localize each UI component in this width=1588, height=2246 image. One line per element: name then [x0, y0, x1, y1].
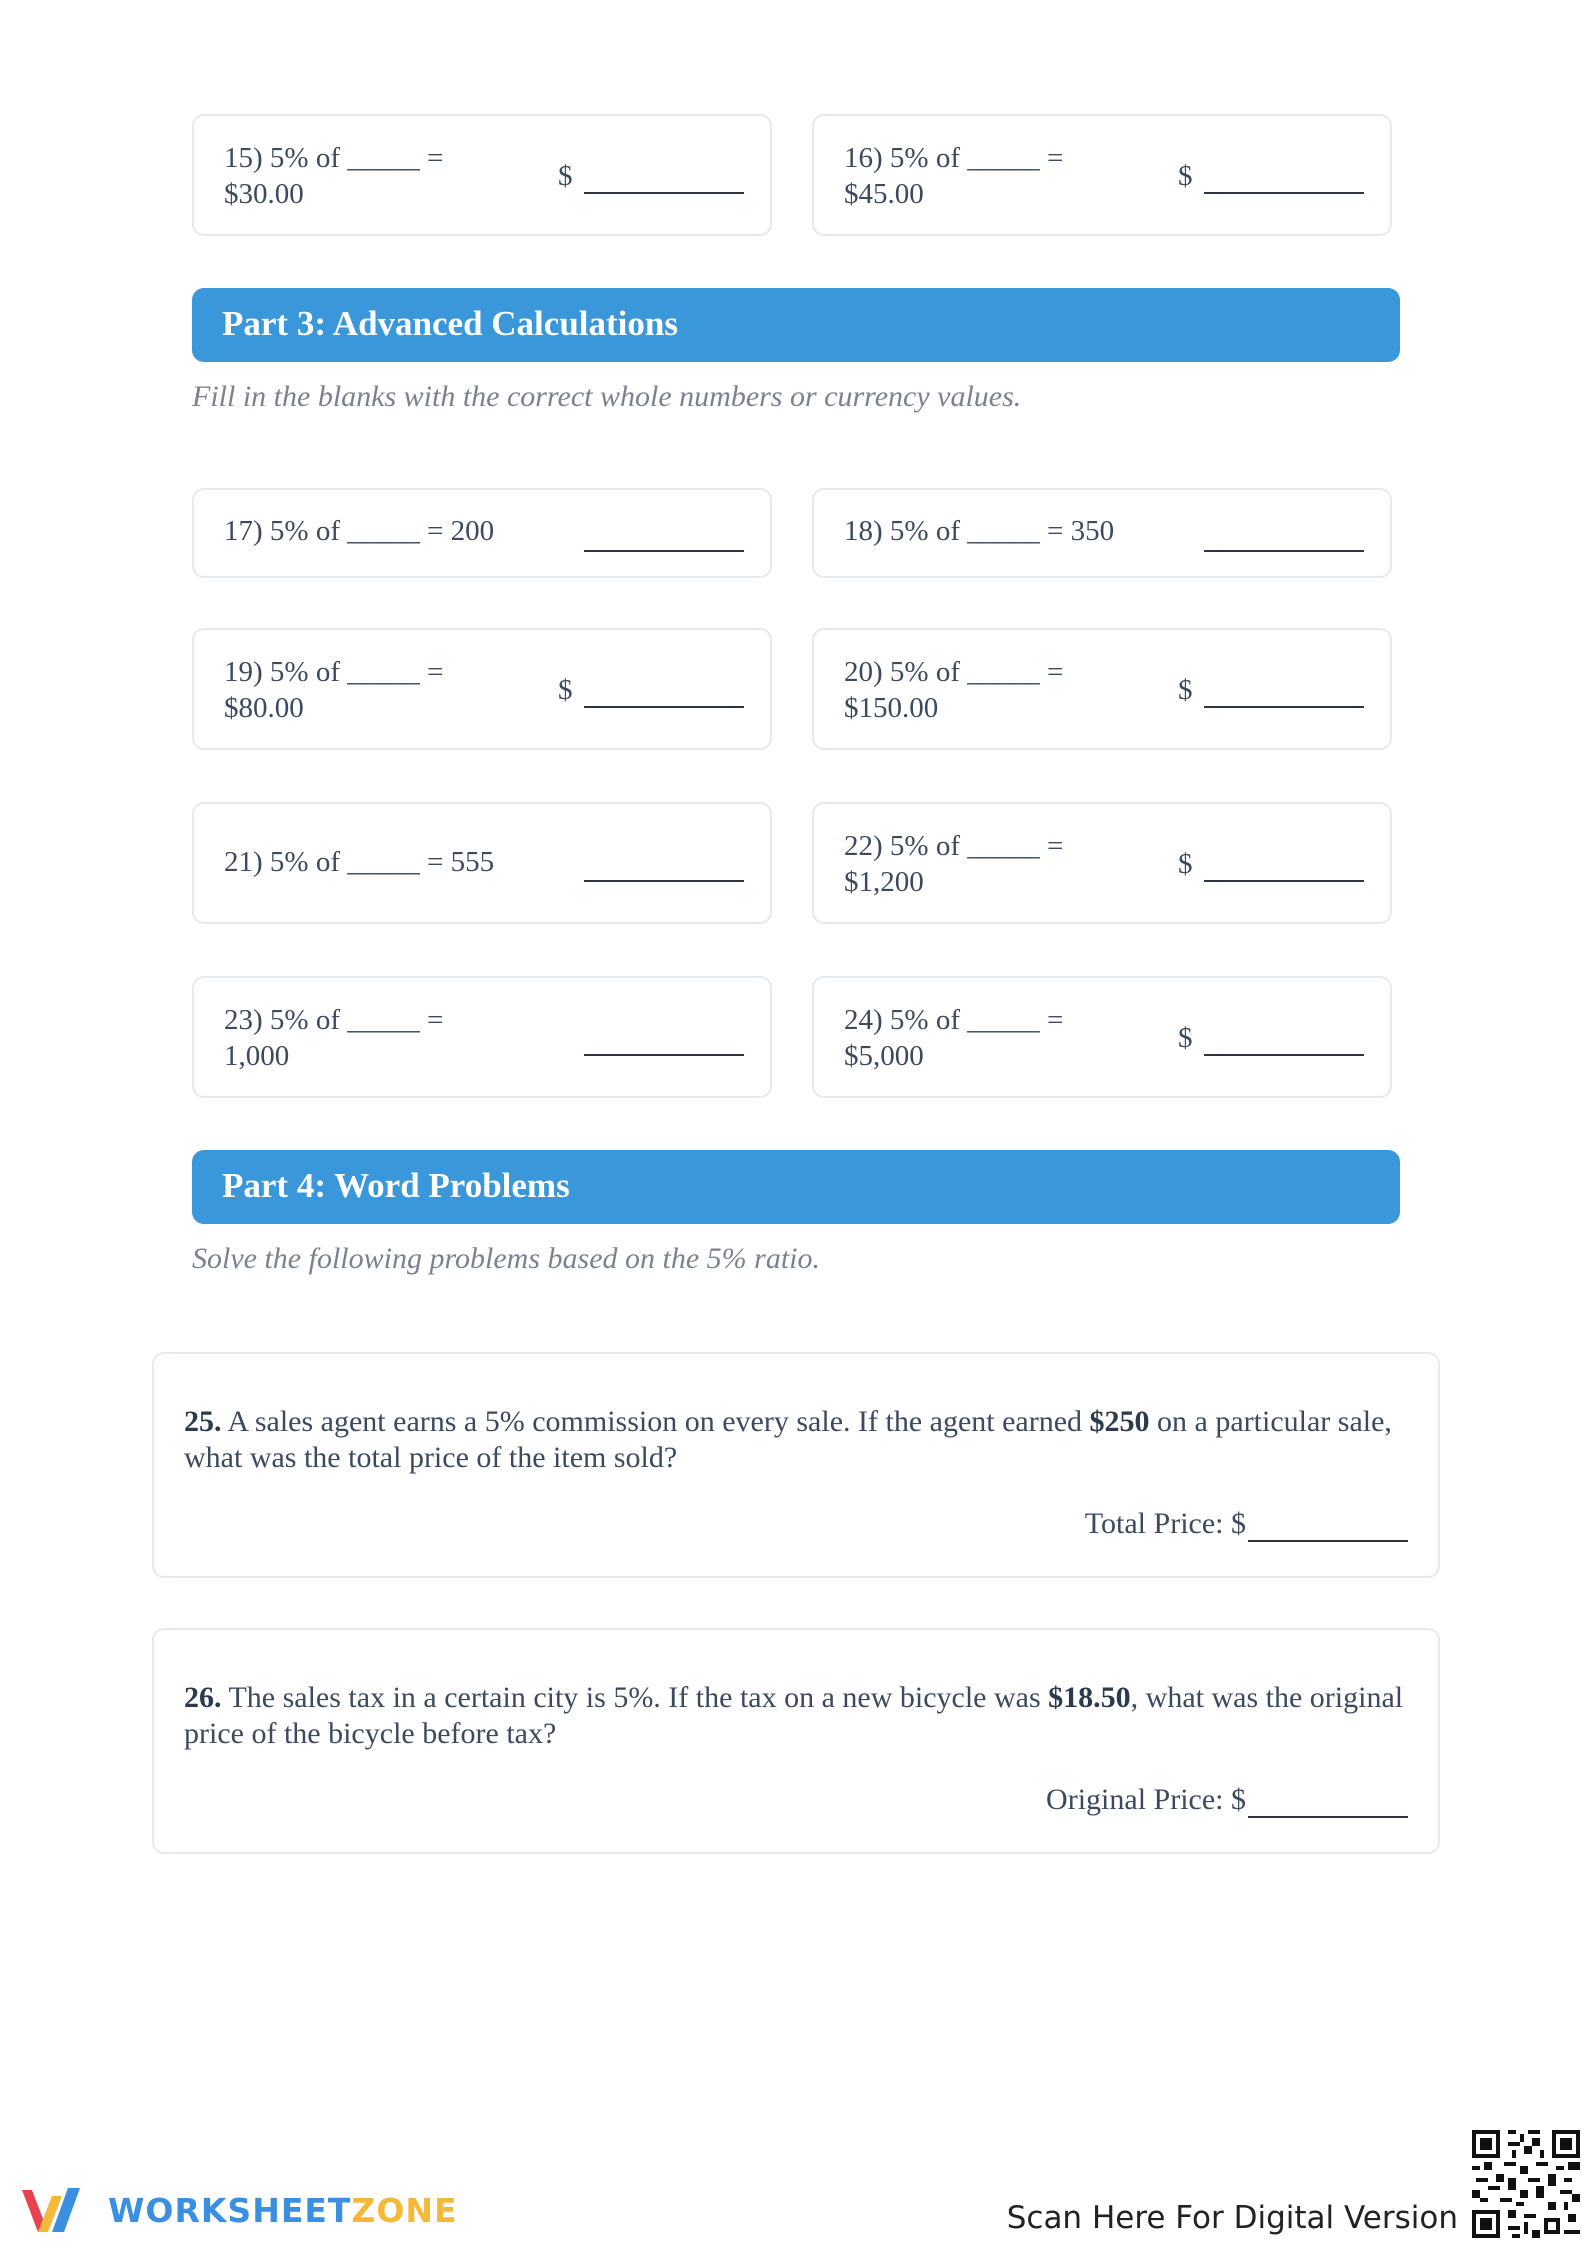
question-24-line1: 24) 5% of _____ =	[844, 1004, 1064, 1036]
word-problem-card-25	[152, 1352, 1440, 1578]
answer-blank-25[interactable]	[1248, 1512, 1408, 1542]
question-card-15	[192, 114, 772, 236]
answer-blank-19[interactable]	[584, 706, 744, 708]
problem-number: 25.	[184, 1405, 222, 1438]
answer-blank-15[interactable]	[584, 192, 744, 194]
question-16-line2: $45.00	[844, 178, 924, 210]
answer-blank-23[interactable]	[584, 1054, 744, 1056]
answer-blank-26[interactable]	[1248, 1788, 1408, 1818]
question-22-line1: 22) 5% of _____ =	[844, 830, 1064, 862]
word-problem-26-text	[184, 1680, 1404, 1752]
logo-text	[108, 2191, 458, 2230]
answer-blank-16[interactable]	[1204, 192, 1364, 194]
question-card-17	[192, 488, 772, 578]
answer-blank-24[interactable]	[1204, 1054, 1364, 1056]
problem-text-a: A sales agent earns a 5% commission on every sale. If the agent earned	[221, 1405, 1090, 1438]
answer-blank-21[interactable]	[584, 880, 744, 882]
answer-blank-22[interactable]	[1204, 880, 1364, 882]
logo-text-zone: ZONE	[351, 2190, 458, 2230]
question-card-21	[192, 802, 772, 924]
question-20-line2: $150.00	[844, 692, 939, 724]
problem-text-b: on a particular sale, what was the total price of the item sold?	[184, 1405, 1392, 1474]
answer-blank-20[interactable]	[1204, 706, 1364, 708]
question-21-line1: 21) 5% of _____ = 555	[224, 846, 495, 878]
word-problem-25-answer	[1085, 1506, 1408, 1542]
problem-bold-value: $18.50	[1048, 1681, 1131, 1714]
question-card-16	[812, 114, 1392, 236]
question-22-line2: $1,200	[844, 866, 924, 898]
answer-blank-17[interactable]	[584, 550, 744, 552]
question-18-line1: 18) 5% of _____ = 350	[844, 515, 1115, 547]
dollar-sign: $	[1178, 1022, 1193, 1054]
dollar-sign: $	[558, 160, 573, 192]
worksheetzone-logo-icon	[18, 2182, 94, 2238]
answer-label: Total Price: $	[1084, 1507, 1246, 1540]
answer-label: Original Price: $	[1046, 1783, 1246, 1816]
problem-text-a: The sales tax in a certain city is 5%. If the tax on a new bicycle was	[221, 1681, 1049, 1714]
part-4-title: Part 4: Word Problems	[222, 1166, 570, 1205]
logo-text-worksheet: WORKSHEET	[108, 2190, 352, 2230]
dollar-sign: $	[1178, 848, 1193, 880]
dollar-sign: $	[1178, 160, 1193, 192]
problem-bold-value: $250	[1089, 1405, 1150, 1438]
part-3-title: Part 3: Advanced Calculations	[222, 304, 678, 343]
question-17-line1: 17) 5% of _____ = 200	[224, 515, 495, 547]
question-15-line1: 15) 5% of _____ =	[224, 142, 444, 174]
part-3-header	[192, 288, 1400, 362]
question-23-line2: 1,000	[224, 1040, 290, 1072]
scan-here-text: Scan Here For Digital Version	[1006, 2200, 1458, 2236]
question-23-line1: 23) 5% of _____ =	[224, 1004, 444, 1036]
problem-text-b: , what was the original price of the bicycle before tax?	[184, 1681, 1404, 1750]
qr-code-icon[interactable]	[1472, 2130, 1580, 2238]
dollar-sign: $	[558, 674, 573, 706]
question-card-22	[812, 802, 1392, 924]
question-card-20	[812, 628, 1392, 750]
question-card-18	[812, 488, 1392, 578]
part-4-instructions: Solve the following problems based on the 5% ratio.	[192, 1242, 820, 1275]
question-card-24	[812, 976, 1392, 1098]
answer-blank-18[interactable]	[1204, 550, 1364, 552]
word-problem-card-26	[152, 1628, 1440, 1854]
question-24-line2: $5,000	[844, 1040, 924, 1072]
question-card-19	[192, 628, 772, 750]
word-problem-25-text	[184, 1404, 1404, 1476]
question-19-line2: $80.00	[224, 692, 304, 724]
word-problem-26-answer	[1046, 1782, 1408, 1818]
part-3-instructions: Fill in the blanks with the correct whole numbers or currency values.	[192, 380, 1022, 413]
question-15-line2: $30.00	[224, 178, 304, 210]
question-20-line1: 20) 5% of _____ =	[844, 656, 1064, 688]
part-4-header	[192, 1150, 1400, 1224]
dollar-sign: $	[1178, 674, 1193, 706]
question-19-line1: 19) 5% of _____ =	[224, 656, 444, 688]
problem-number: 26.	[184, 1681, 222, 1714]
question-16-line1: 16) 5% of _____ =	[844, 142, 1064, 174]
worksheetzone-logo[interactable]	[18, 2182, 458, 2238]
question-card-23	[192, 976, 772, 1098]
